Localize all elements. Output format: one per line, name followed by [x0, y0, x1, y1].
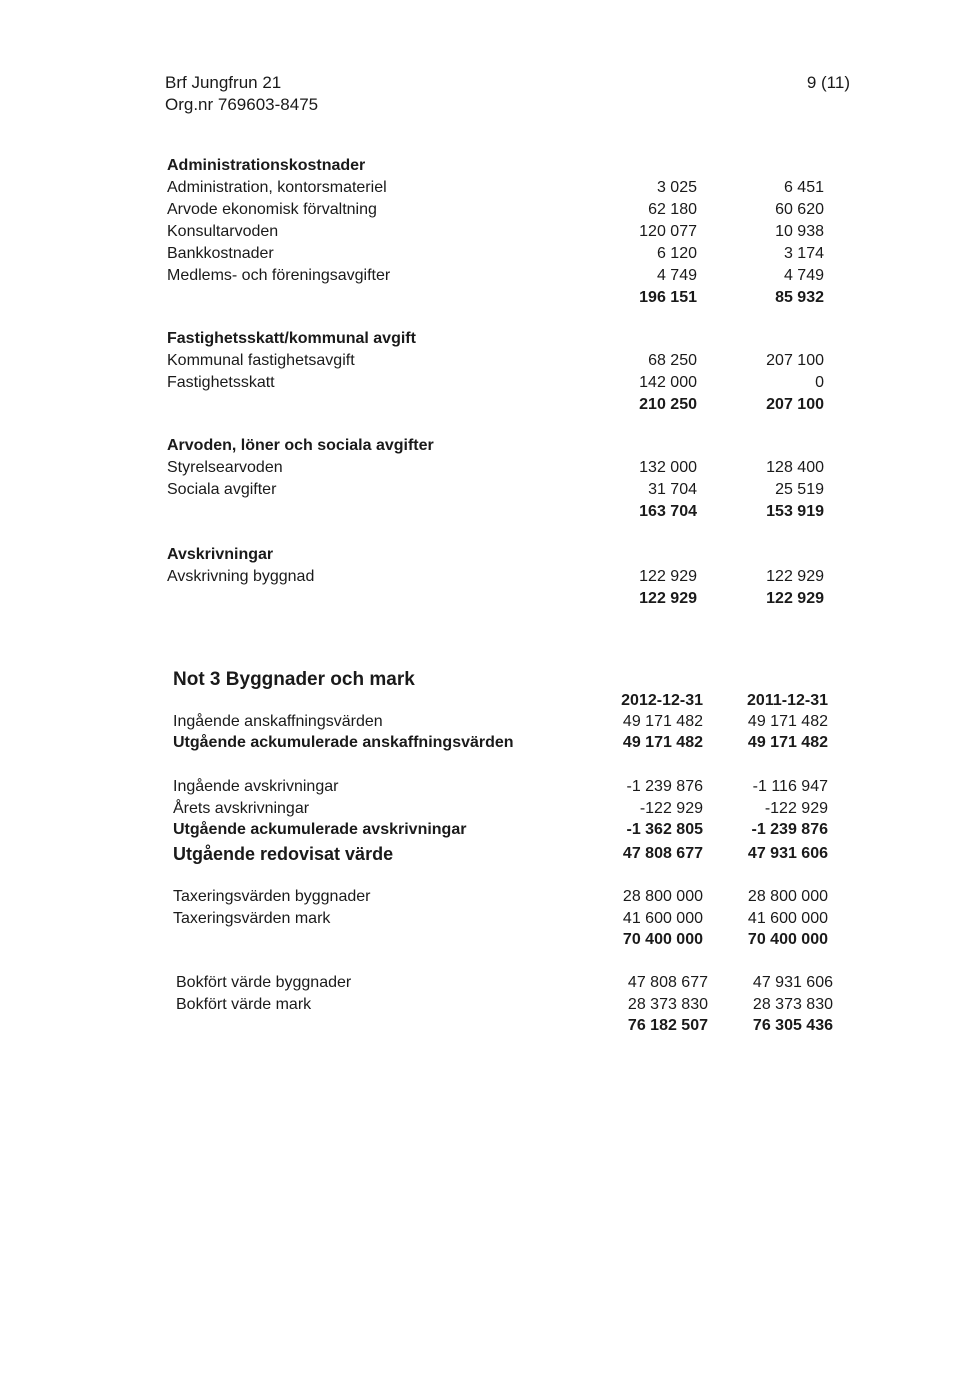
document-page: Brf Jungfrun 21 Org.nr 769603-8475 9 (11) Administrationskostnader Administration, kontorsmateriel 3 025 6 451 Arvode ekonomisk förvaltning 62 180 60 620 Konsultarvoden 120 077 10 938 Bankkostnader 6 120 3 174 Medlems- och föreningsavgifter 4 749 4 749 196 151 85 932 Fastighetsskatt/kommunal avgift Kommunal fastighetsavgift 68 250 207 100 Fastighetsskatt 142 000 0 210 250 207 100 Arvoden, löner och sociala avgifter Styrelsearvoden 132 000 128 400 Sociala avgifter 31 704 25 519 163 704 153 919 Avskrivningar Avskrivning byggnad 122 929 122 929 122 929 122 929 Not 3 Byggnader och mark 2012-12-31 2011-12-31 Ingående anskaffningsvärden 49 171 482 49 171 482 Utgående ackumulerade anskaffningsvärden 49 171 482 49 171 482 Ingående avskrivningar -1 239 876 -1 116 947 Årets avskrivningar -122 929 -122 929 Utgående ackumulerade avskrivningar -1 362 805 -1 239 876 Utgående redovisat värde 47 808 677 47 931 606 Taxeringsvärden byggnader 28 800 000 28 800 000 Taxeringsvärden mark 41 600 000 41 600 000 70 400 000 70 400 000 Bokfört värde byggnader 47 808 677 47 931 606 Bokfört värde mark 28 373 830 28 373 830 76 182 507 76 305 436 — [165, 73, 850, 1034]
col-header-2012: 2012-12-31 — [621, 692, 703, 709]
org-name: Brf Jungfrun 21 — [165, 73, 282, 92]
org-number: Org.nr 769603-8475 — [165, 95, 319, 114]
section-title: Administrationskostnader — [167, 157, 366, 174]
note-title: Not 3 Byggnader och mark — [173, 669, 415, 690]
section-title: Fastighetsskatt/kommunal avgift — [167, 330, 416, 347]
page-number: 9 (11) — [806, 73, 850, 92]
col-header-2011: 2011-12-31 — [747, 692, 828, 709]
section-title: Avskrivningar — [167, 546, 274, 563]
section-title: Arvoden, löner och sociala avgifter — [167, 437, 434, 454]
